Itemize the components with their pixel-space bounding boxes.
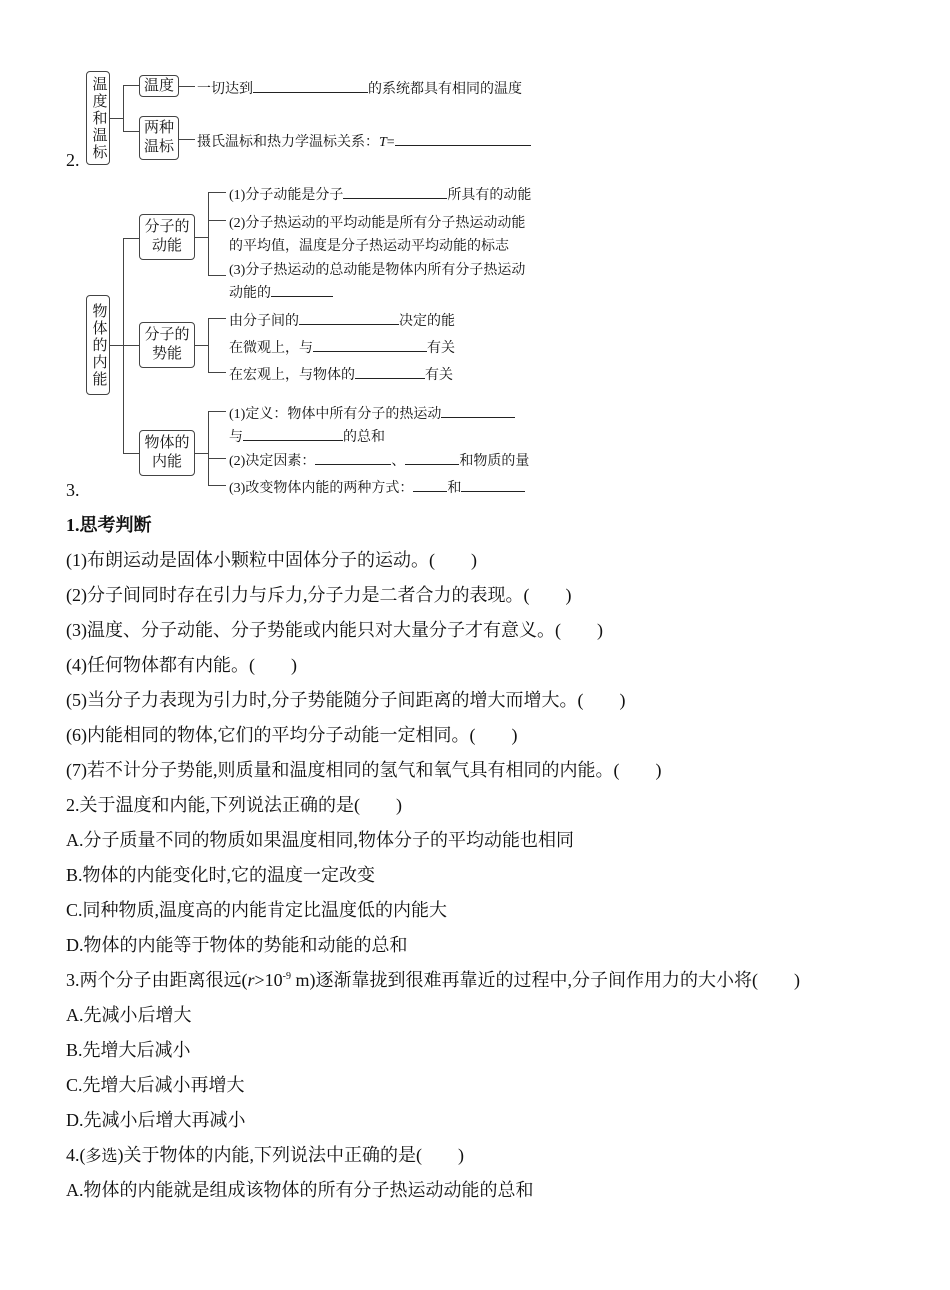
diagram-number: 2. bbox=[66, 150, 80, 170]
root-node-internal-energy: 物体的内能 bbox=[86, 295, 110, 395]
question-4-stem: 4.(多选)关于物体的内能,下列说法中正确的是( ) bbox=[66, 1145, 464, 1165]
question-3-option-d: D.先减小后增大再减小 bbox=[66, 1110, 246, 1130]
node-object-internal-energy: 物体的内能 bbox=[139, 430, 195, 476]
temperature-description: 一切达到 的系统都具有相同的温度 bbox=[197, 78, 522, 98]
internal-item-3: (3)改变物体内能的两种方式： 和 bbox=[229, 477, 525, 497]
judgment-5: (5)当分子力表现为引力时,分子势能随分子间距离的增大而增大。( ) bbox=[66, 690, 626, 710]
question-3-option-a: A.先减小后增大 bbox=[66, 1005, 192, 1025]
question-3-option-c: C.先增大后减小再增大 bbox=[66, 1075, 245, 1095]
judgment-7: (7)若不计分子势能,则质量和温度相同的氢气和氧气具有相同的内能。( ) bbox=[66, 760, 662, 780]
judgment-4: (4)任何物体都有内能。( ) bbox=[66, 655, 297, 675]
question-3-option-b: B.先增大后减小 bbox=[66, 1040, 191, 1060]
diagram-number: 3. bbox=[66, 480, 80, 500]
question-4-option-a: A.物体的内能就是组成该物体的所有分子热运动动能的总和 bbox=[66, 1180, 534, 1200]
node-temperature: 温度 bbox=[139, 75, 179, 97]
question-2-option-b: B.物体的内能变化时,它的温度一定改变 bbox=[66, 865, 376, 885]
internal-item-1: (1)定义：物体中所有分子的热运动 与 的总和 bbox=[229, 403, 515, 446]
internal-item-2: (2)决定因素： 、 和物质的量 bbox=[229, 450, 529, 470]
node-two-scales: 两种温标 bbox=[139, 116, 179, 160]
node-molecular-kinetic-energy: 分子的动能 bbox=[139, 214, 195, 260]
potential-item-3: 在宏观上，与物体的 有关 bbox=[229, 364, 453, 384]
kinetic-item-1: (1)分子动能是分子 所具有的动能 bbox=[229, 184, 531, 204]
judgment-1: (1)布朗运动是固体小颗粒中固体分子的运动。( ) bbox=[66, 550, 477, 570]
node-molecular-potential-energy: 分子的势能 bbox=[139, 322, 195, 368]
question-3-stem: 3.两个分子由距离很远($r>10^{-9}$ m)逐渐靠拢到很难再靠近的过程中,分子间作用力的大小将( ) bbox=[66, 970, 800, 990]
scale-relation: 摄氏温标和热力学温标关系：T= bbox=[197, 131, 531, 151]
judgment-3: (3)温度、分子动能、分子势能或内能只对大量分子才有意义。( ) bbox=[66, 620, 603, 640]
judgment-2: (2)分子间同时存在引力与斥力,分子力是二者合力的表现。( ) bbox=[66, 585, 572, 605]
root-node-temperature-scale: 温度和温标 bbox=[86, 71, 110, 165]
kinetic-item-2: (2)分子热运动的平均动能是所有分子热运动动能 的平均值，温度是分子热运动平均动能的标志 bbox=[229, 216, 526, 254]
question-2-stem: 2.关于温度和内能,下列说法正确的是( ) bbox=[66, 795, 402, 815]
potential-item-1: 由分子间的 决定的能 bbox=[229, 310, 455, 330]
question-2-option-d: D.物体的内能等于物体的势能和动能的总和 bbox=[66, 935, 408, 955]
potential-item-2: 在微观上，与 有关 bbox=[229, 337, 455, 357]
question-2-option-a: A.分子质量不同的物质如果温度相同,物体分子的平均动能也相同 bbox=[66, 830, 574, 850]
question-2-option-c: C.同种物质,温度高的内能肯定比温度低的内能大 bbox=[66, 900, 448, 920]
judgment-6: (6)内能相同的物体,它们的平均分子动能一定相同。( ) bbox=[66, 725, 518, 745]
kinetic-item-3: (3)分子热运动的总动能是物体内所有分子热运动 动能的 bbox=[229, 263, 526, 301]
section-title: 1.思考判断 bbox=[66, 515, 152, 535]
